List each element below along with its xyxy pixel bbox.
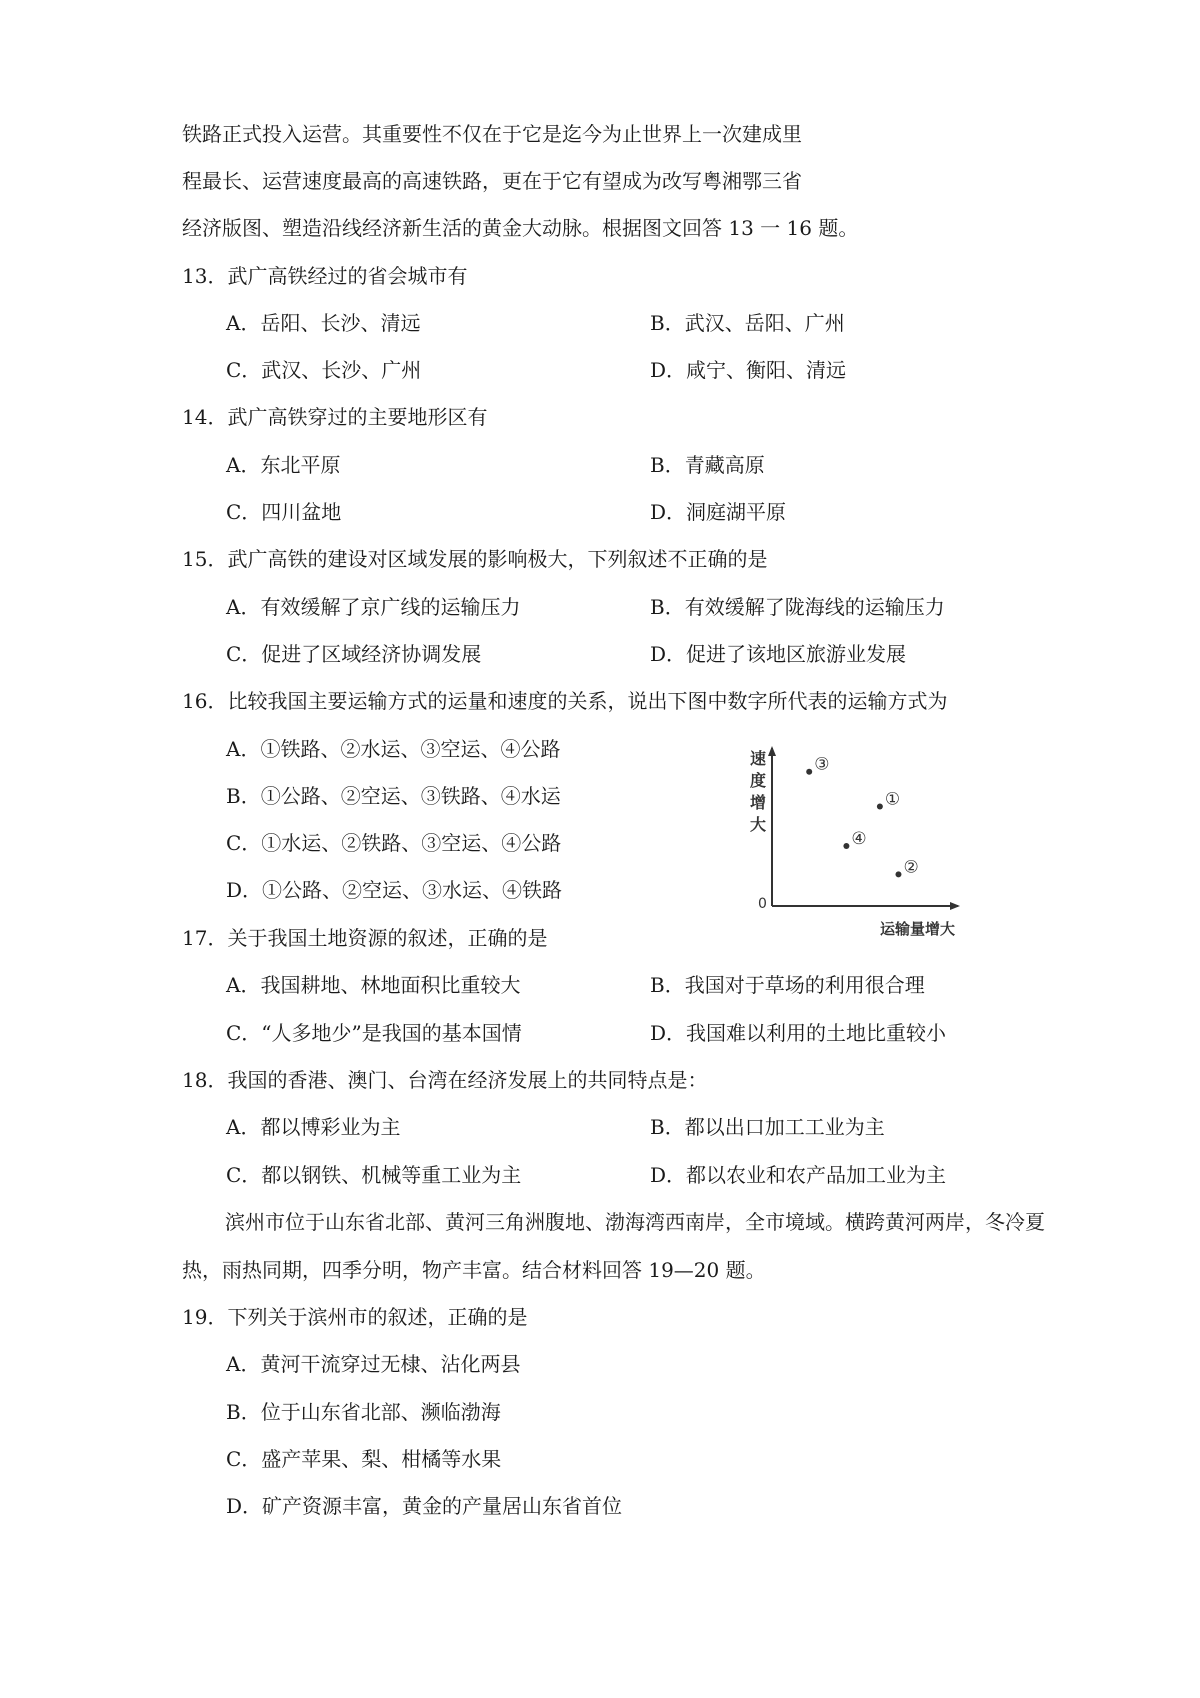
q15-option-a: A．有效缓解了京广线的运输压力 [226,595,521,619]
data-point-3 [843,843,849,849]
y-axis-label-char: 速 [750,749,767,768]
q16-option-b: B．①公路、②空运、③铁路、④水运 [226,784,561,808]
q13-option-b: B．武汉、岳阳、广州 [650,311,845,335]
para2-line-1: 滨州市位于山东省北部、黄河三角洲腹地、渤海湾西南岸，全市境域。横跨黄河两岸，冬冷夏 [225,1210,1045,1234]
q17-option-a: A．我国耕地、林地面积比重较大 [226,973,521,997]
question-19-stem: 19．下列关于滨州市的叙述，正确的是 [182,1305,528,1329]
q17-option-b: B．我国对于草场的利用很合理 [650,973,925,997]
q14-option-d: D．洞庭湖平原 [650,500,787,524]
q18-option-d: D．都以农业和农产品加工业为主 [650,1163,947,1187]
data-point-label-3: ④ [851,828,867,849]
question-13-stem: 13．武广高铁经过的省会城市有 [182,264,468,288]
q19-option-b: B．位于山东省北部、濒临渤海 [226,1400,501,1424]
data-point-4 [895,871,901,877]
q19-option-c: C．盛产苹果、梨、柑橘等水果 [226,1447,502,1471]
q16-option-d: D．①公路、②空运、③水运、④铁路 [226,878,563,902]
question-17-stem: 17．关于我国土地资源的叙述，正确的是 [182,926,548,950]
question-14-stem: 14．武广高铁穿过的主要地形区有 [182,405,488,429]
q17-option-d: D．我国难以利用的土地比重较小 [650,1021,947,1045]
data-point-1 [806,769,812,775]
q13-option-a: A．岳阳、长沙、清远 [226,311,421,335]
x-axis-label: 运输量增大 [880,920,956,938]
data-point-label-2: ① [884,789,901,810]
q18-option-a: A．都以博彩业为主 [226,1115,401,1139]
q19-option-a: A．黄河干流穿过无棣、沾化两县 [226,1352,521,1376]
q18-option-c: C．都以钢铁、机械等重工业为主 [226,1163,522,1187]
q19-option-d: D．矿产资源丰富，黄金的产量居山东省首位 [226,1494,623,1518]
q17-option-c: C．“人多地少”是我国的基本国情 [226,1021,522,1045]
q14-option-c: C．四川盆地 [226,500,342,524]
data-point-label-1: ③ [814,754,830,775]
data-point-2 [877,803,883,809]
q15-option-c: C．促进了区域经济协调发展 [226,642,482,666]
origin-label: 0 [758,896,767,912]
intro-line-2: 程最长、运营速度最高的高速铁路，更在于它有望成为改写粤湘鄂三省 [182,169,802,193]
question-15-stem: 15．武广高铁的建设对区域发展的影响极大，下列叙述不正确的是 [182,547,768,571]
q14-option-a: A．东北平原 [226,453,341,477]
q14-option-b: B．青藏高原 [650,453,765,477]
intro-line-3: 经济版图、塑造沿线经济新生活的黄金大动脉。根据图文回答 13 一 16 题。 [182,216,859,240]
q13-option-c: C．武汉、长沙、广州 [226,358,422,382]
y-axis-label-char: 度 [750,771,767,790]
q15-option-d: D．促进了该地区旅游业发展 [650,642,907,666]
y-axis-label-char: 大 [750,815,767,834]
x-axis-arrow [950,902,960,910]
question-16-stem: 16．比较我国主要运输方式的运量和速度的关系，说出下图中数字所代表的运输方式为 [182,689,948,713]
q13-option-d: D．咸宁、衡阳、清远 [650,358,847,382]
transport-scatter-chart [744,734,970,940]
para2-line-2: 热，雨热同期，四季分明，物产丰富。结合材料回答 19—20 题。 [182,1258,766,1282]
question-18-stem: 18．我国的香港、澳门、台湾在经济发展上的共同特点是： [182,1068,708,1092]
q16-option-c: C．①水运、②铁路、③空运、④公路 [226,831,562,855]
intro-line-1: 铁路正式投入运营。其重要性不仅在于它是迄今为止世界上一次建成里 [182,122,802,146]
q16-option-a: A．①铁路、②水运、③空运、④公路 [226,737,561,761]
q18-option-b: B．都以出口加工工业为主 [650,1115,885,1139]
y-axis-label-char: 增 [750,793,767,812]
q15-option-b: B．有效缓解了陇海线的运输压力 [650,595,945,619]
data-point-label-4: ② [903,857,919,878]
y-axis-arrow [768,746,776,756]
